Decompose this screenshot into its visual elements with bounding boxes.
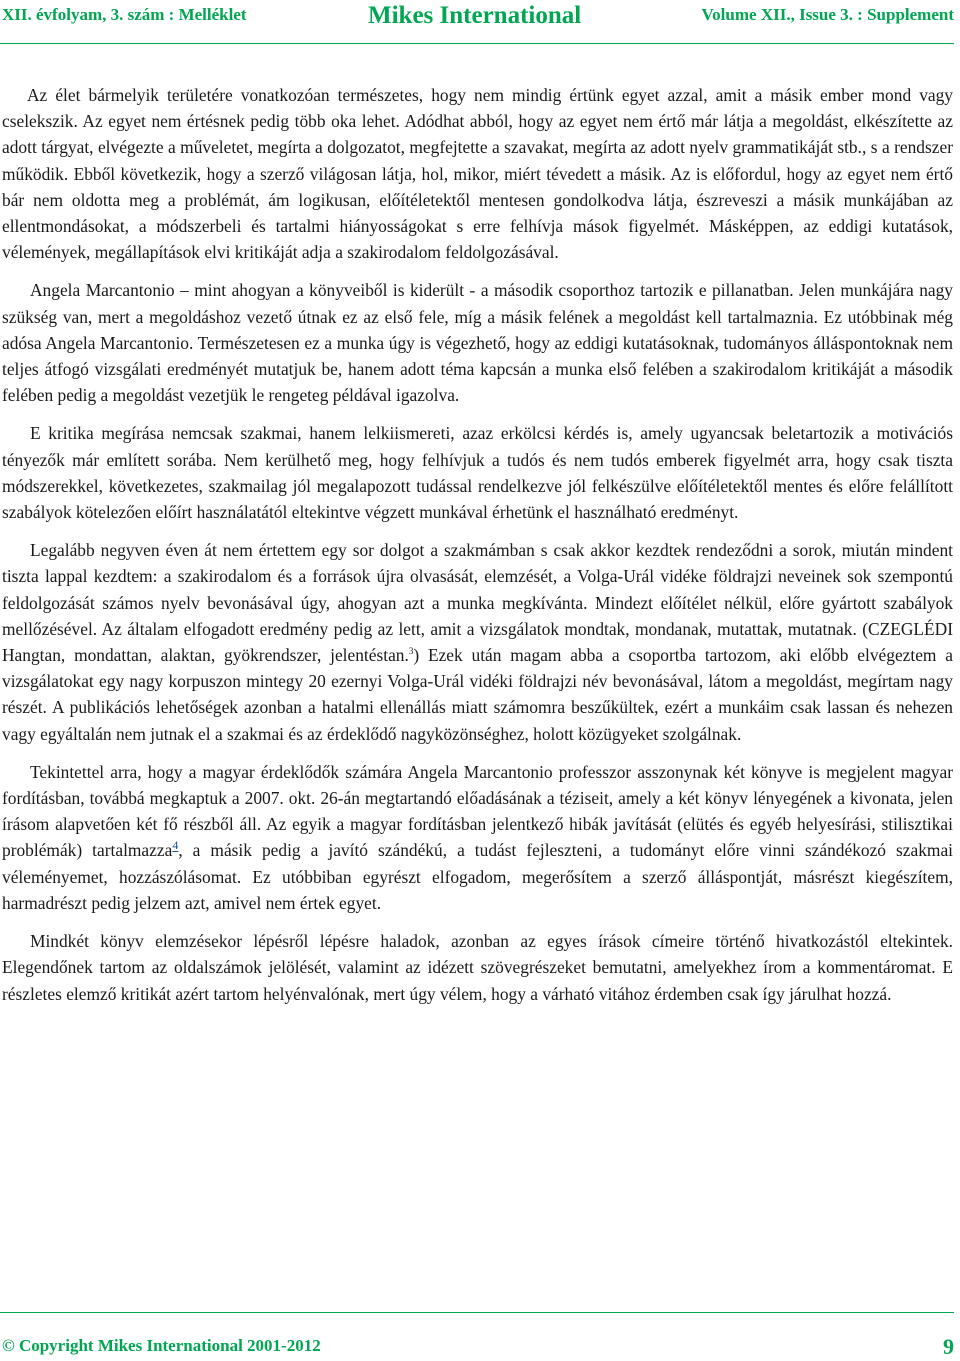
header-issue-english: Volume XII., Issue 3. : Supplement	[701, 5, 954, 24]
header-divider	[0, 43, 954, 44]
paragraph-2-text: Angela Marcantonio – mint ahogyan a könyveiből is kiderült - a második csoporthoz tartozik e pillanatban. Jelen munkájára nagy szükség van, mert a megoldáshoz vezető útnak ez az első fele, míg a másik felének a megoldást kell tartalmaznia. Ez utóbbinak még adósa Angela Marcantonio. Természetesen ez a munka úgy is végezhető, hogy az eddigi kutatásoknak, tudományos álláspontoknak nem teljes átfogó vizsgálati eredményét mutatjuk be, hanem adott téma kapcsán a munka első felében a szakirodalom kritikáját a második felében pedig a megoldást vezetjük le rengeteg példával igazolva.	[2, 280, 953, 406]
paragraph-5-text-b: , a másik pedig a javító szándékú, a tudást fejleszteni, a tudományt előre vinni szándékozó szakmai véleményemet, hozzászólásomat. Ez utóbbiban egyrészt elfogadom, megerősítem a szerző álláspontját, másrészt kiegészítem, harmadrészt pedig jelzem azt, amivel nem értek egyet.	[2, 840, 953, 913]
footer-copyright: © Copyright Mikes International 2001-2012	[2, 1336, 321, 1355]
page-header	[0, 0, 960, 40]
paragraph-4-text-a: Legalább negyven éven át nem értettem egy sor dolgot a szakmámban s csak akkor kezdtek rendeződni a sorok, miután mindent tiszta lappal kezdtem: a szakirodalom és a források újra olvasását, elemzését, a Volga-Urál vidéke földrajzi neveinek sok szempontú feldolgozását számos nyelv bevonásával úgy, ahogyan azt a munka megkívánta. Mindezt előítélet nélkül, előre gyártott szabályok mellőzésével. Az általam elfogadott eredmény pedig az lett, amit a vizsgálatok mondtak, mondanak, mutattak, mutatnak. (CZEGLÉDI Hangtan, mondattan, alaktan, gyökrendszer, jelentéstan.	[2, 540, 953, 666]
header-issue-hungarian: XII. évfolyam, 3. szám : Melléklet	[2, 5, 247, 24]
paragraph-3	[2, 420, 953, 525]
paragraph-1-text: Az élet bármelyik területére vonatkozóan természetes, hogy nem mindig értünk egyet azzal, amit a másik ember mond vagy cselekszik. Az egyet nem értésnek pedig több oka lehet. Adódhat abból, hogy az egyet nem értő már látja a megoldást, elkészítette az adott tárgyat, elvégezte a műveletet, megírta a dolgozatot, megfejtette a szavakat, megírta az adott nyelv grammatikáját stb., s a rendszer működik. Ebből következik, hogy a szerző világosan látja, hol, mikor, miért tévedett a másik. Az is előfordul, hogy az egyet nem értő bár nem oldotta meg a problémát, ám logikusan, előítéletektől mentesen gondolkodva látja, észreveszi a másik munkájában az ellentmondásokat, a módszerbeli és tartalmi hiányosságokat s erre felhívja mások figyelmét. Másképpen, az eddigi kutatások, vélemények, megállapítások elvi kritikáját adja a szakirodalom feldolgozásával.	[2, 85, 953, 263]
paragraph-4	[2, 537, 953, 747]
paragraph-5	[2, 759, 953, 916]
paragraph-5-text-a: Tekintettel arra, hogy a magyar érdeklődők számára Angela Marcantonio professzor asszonynak két könyve is megjelent magyar fordításban, továbbá megkaptuk a 2007. okt. 26-án megtartandó előadásának a téziseit, amely a két könyv lényegének a kivonata, jelen írásom alapvetően két fő részből áll. Az egyik a magyar fordításban jelentkező hibák javítását (elütés és egyéb helyesírási, stilisztikai problémák) tartalmazza	[2, 761, 953, 861]
page-footer	[0, 1330, 960, 1360]
footnote-marker-3[interactable]: 3	[408, 646, 414, 657]
footnote-link-4[interactable]: 4	[172, 838, 179, 853]
paragraph-1	[2, 82, 953, 265]
paragraph-4-text-b: ) Ezek után magam abba a csoportba tartozom, aki előbb elvégeztem a vizsgálatokat egy nagy korpuszon mintegy 20 ezernyi Volga-Urál vidéki földrajzi név bevonásával, látom a megoldást, megírtam nagy részét. A publikációs lehetőségek azonban a hatalmi ellenállás miatt számomra beszűkültek, ezért a munkáim csak lassan és nehezen vagy egyáltalán nem jutnak el a szakmai és az érdeklődő nagyközönséghez, holott közügyeket szolgálnak.	[2, 645, 953, 744]
page-number: 9	[943, 1334, 954, 1359]
header-publication-title: Mikes International	[368, 2, 582, 29]
paragraph-6	[2, 928, 953, 1007]
paragraph-2	[2, 277, 953, 408]
paragraph-6-text: Mindkét könyv elemzésekor lépésről lépésre haladok, azonban az egyes írások címeire történő hivatkozástól eltekintek. Elegendőnek tartom az oldalszámok jelölését, valamint az idézett szövegrészeket bemutatni, amelyekhez írom a kommentáromat. E részletes elemző kritikát azért tartom helyénvalónak, mert úgy vélem, hogy a várható vitához érdemben csak így járulhat hozzá.	[2, 931, 953, 1004]
footer-divider	[0, 1312, 954, 1313]
article-body	[2, 82, 953, 1019]
paragraph-3-text: E kritika megírása nemcsak szakmai, hanem lelkiismereti, azaz erkölcsi kérdés is, amely ugyancsak beletartozik a motivációs tényezők már említett sorába. Nem kerülhető meg, hogy felhívjuk a tudós és nem tudós emberek figyelmét arra, hogy csak tiszta módszerekkel, következetes, szakmailag jól megalapozott tudással rendelkezve jól felkészülve előítéletektől mentes és előre felállított szabályok kötelezően előírt használatától eltekintve végzett munkával érhetünk el használható eredményt.	[2, 423, 953, 523]
